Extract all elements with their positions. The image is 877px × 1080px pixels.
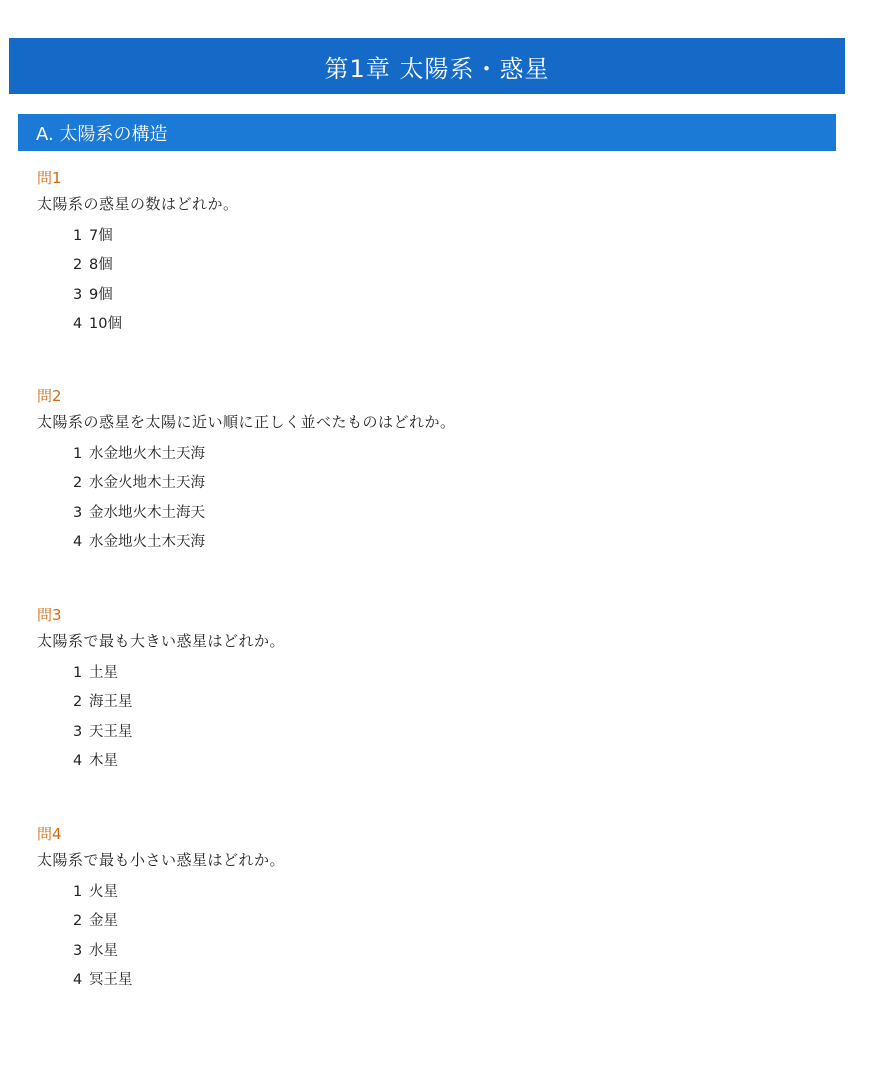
choice-item[interactable] — [73, 747, 837, 776]
choice-text: 海王星 — [89, 694, 133, 711]
choice-item[interactable] — [73, 878, 837, 907]
choice-item[interactable] — [73, 310, 837, 339]
choice-item[interactable] — [73, 937, 837, 966]
choice-item[interactable] — [73, 907, 837, 936]
choice-number: 4 — [73, 752, 83, 769]
choice-item[interactable] — [73, 222, 837, 251]
choice-number: 2 — [73, 913, 83, 930]
question-list — [37, 166, 837, 1022]
choice-item[interactable] — [73, 469, 837, 498]
question-label: 問1 — [37, 169, 62, 187]
section-title: A. 太陽系の構造 — [36, 123, 168, 145]
choice-number: 2 — [73, 475, 83, 492]
choice-text: 7個 — [89, 228, 113, 244]
choice-text: 水金地火土木天海 — [89, 533, 205, 550]
question-text: 太陽系の惑星を太陽に近い順に正しく並べたものはどれか。 — [37, 413, 456, 431]
question-text: 太陽系で最も大きい惑星はどれか。 — [37, 632, 286, 650]
choice-item[interactable] — [73, 718, 837, 747]
choice-number: 4 — [73, 971, 83, 988]
choice-number: 3 — [73, 942, 83, 959]
choice-number: 3 — [73, 286, 83, 303]
choice-text: 10個 — [89, 315, 122, 332]
choice-number: 2 — [73, 694, 83, 711]
choice-item[interactable] — [73, 659, 837, 688]
choice-number: 1 — [73, 228, 83, 244]
question-1 — [37, 166, 837, 384]
choice-text: 金水地火木土海天 — [89, 504, 205, 521]
choice-text: 水金地火木土天海 — [89, 446, 205, 462]
choice-text: 冥王星 — [89, 971, 133, 988]
choice-list — [37, 878, 837, 995]
choice-number: 3 — [73, 504, 83, 521]
choice-text: 木星 — [89, 752, 118, 769]
choice-text: 金星 — [89, 913, 118, 930]
choice-number: 4 — [73, 315, 83, 332]
choice-text: 天王星 — [89, 723, 133, 740]
question-label: 問2 — [37, 387, 62, 405]
question-label: 問4 — [37, 825, 62, 843]
chapter-title: 第1章 太陽系・惑星 — [324, 54, 550, 83]
choice-text: 9個 — [89, 286, 113, 303]
choice-item[interactable] — [73, 251, 837, 280]
question-4 — [37, 822, 837, 1022]
choice-number: 2 — [73, 257, 83, 274]
choice-text: 水星 — [89, 942, 118, 959]
choice-number: 1 — [73, 665, 83, 681]
question-text: 太陽系の惑星の数はどれか。 — [37, 195, 239, 213]
question-2 — [37, 384, 837, 603]
choice-item[interactable] — [73, 966, 837, 995]
choice-item[interactable] — [73, 499, 837, 528]
choice-text: 土星 — [89, 665, 118, 681]
chapter-title-banner — [9, 38, 845, 94]
choice-list — [37, 440, 837, 557]
question-text: 太陽系で最も小さい惑星はどれか。 — [37, 851, 286, 869]
question-label: 問3 — [37, 606, 62, 624]
choice-text: 水金火地木土天海 — [89, 475, 205, 492]
section-header — [18, 114, 836, 151]
choice-number: 1 — [73, 446, 83, 462]
question-3 — [37, 603, 837, 822]
choice-list — [37, 659, 837, 776]
choice-number: 1 — [73, 884, 83, 900]
choice-item[interactable] — [73, 688, 837, 717]
choice-item[interactable] — [73, 440, 837, 469]
choice-list — [37, 222, 837, 339]
choice-item[interactable] — [73, 528, 837, 557]
choice-text: 8個 — [89, 257, 113, 274]
choice-number: 4 — [73, 533, 83, 550]
choice-text: 火星 — [89, 884, 118, 900]
choice-item[interactable] — [73, 281, 837, 310]
choice-number: 3 — [73, 723, 83, 740]
